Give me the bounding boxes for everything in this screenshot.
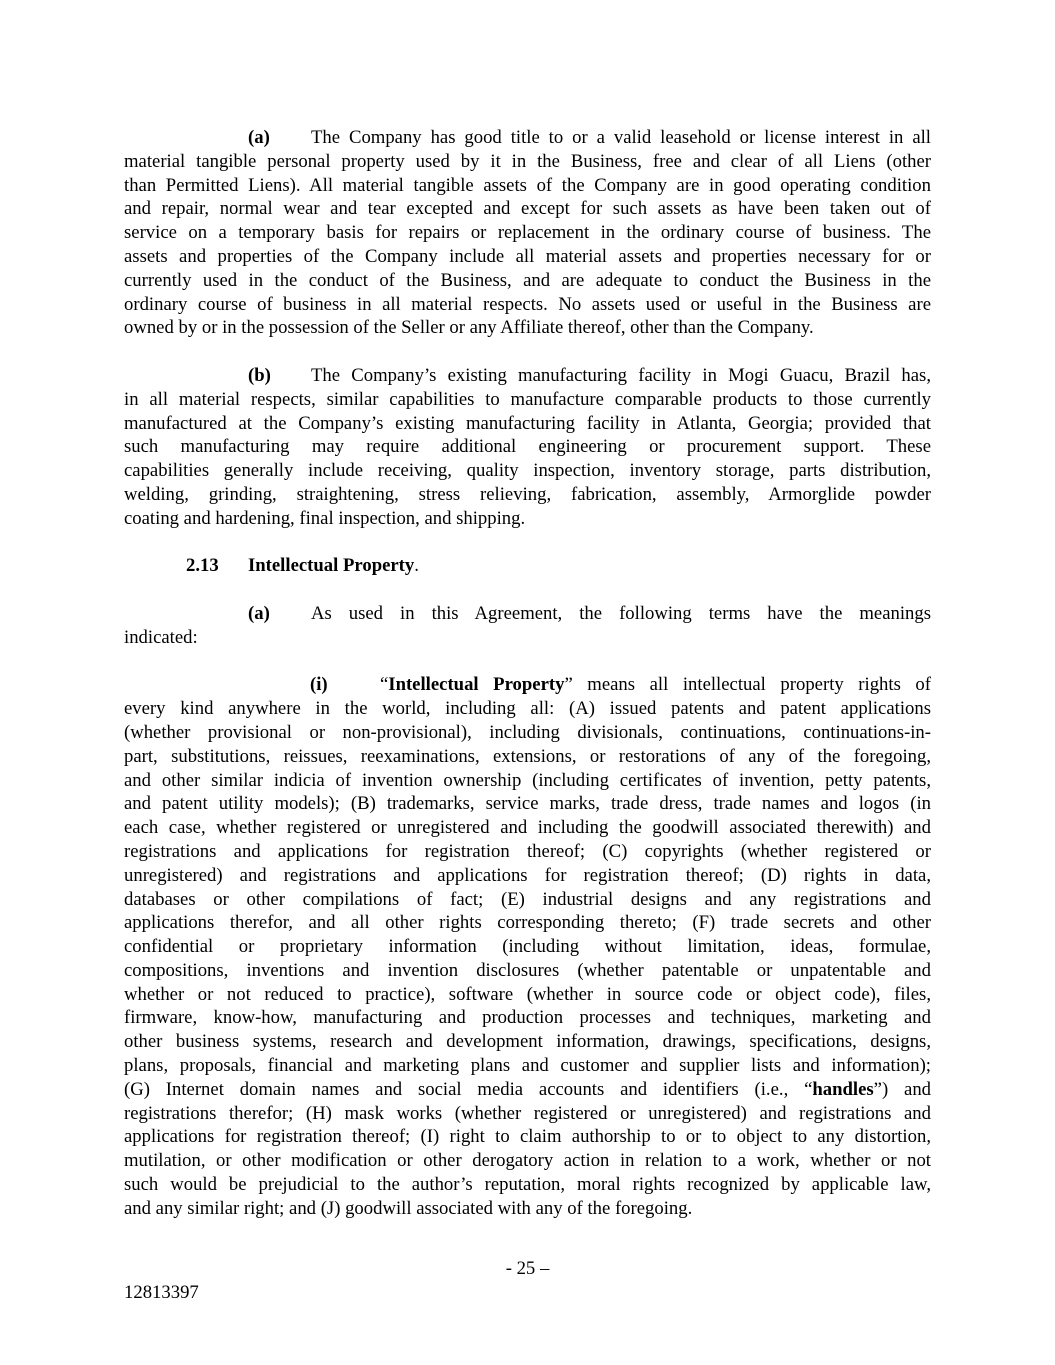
subsection-a-label: (a) (248, 602, 270, 624)
item-i-definition: (i) “Intellectual Property” means all intellectual property rights of every kind anywhere in the world, including all: (A) issued patents and patent applications (whether provisional or non-provisional), including divisionals, continuations, continuations-in- part, substitutions, reissues, reexaminations, extensions, or restorations of any of the foregoing, and other similar indicia of invention ownership (including certificates of invention, petty patents, and patent utility models); (B) trademarks, service marks, trade dress, trade names and logos (in each case, whether registered or unregistered and including the goodwill associated therewith) and registrations and applications for registration thereof; (C) copyrights (whether registered or unregistered) and registrations and applications for registration thereof; (D) rights in data, databases or other compilations of fact; (E) industrial designs and any registrations and applications therefor, and all other rights corresponding thereto; (F) trade secrets and other confidential or proprietary information (including without limitation, ideas, formulae, compositions, inventions and invention disclosures (whether patentable or unpatentable and whether or not reduced to practice), software (whether in source code or object code), files, firmware, know-how, manufacturing and production processes and techniques, marketing and other business systems, research and development information, drawings, specifications, designs, plans, proposals, financial and marketing plans and customer and supplier lists and information); (G) Internet domain names and social media accounts and identifiers (i.e., “handles”) and registrations therefor; (H) mask works (whether registered or unregistered) and registrations and applications for registration thereof; (I) right to claim authorship to or to object to any distortion, mutilation, or other modification or other derogatory action in relation to a work, whether or not such would be prejudicial to the author’s reputation, moral rights recognized by applicable law, and any similar right; and (J) goodwill associated with any of the foregoing. (124, 674, 932, 1219)
subsection-a: (a) As used in this Agreement, the following terms have the meanings indicated: (124, 602, 931, 648)
section-title: Intellectual Property (248, 555, 415, 577)
defined-term-handles: handles (812, 1078, 874, 1100)
section-heading: 2.13 Intellectual Property. (186, 555, 419, 577)
paragraph-a-label: (a) (248, 127, 270, 148)
item-i-label: (i) (310, 674, 328, 696)
document-id: 12813397 (124, 1282, 199, 1303)
section-number: 2.13 (186, 555, 219, 577)
paragraph-b-label: (b) (248, 364, 271, 386)
defined-term: Intellectual Property (388, 674, 565, 696)
paragraph-b: (b) The Company’s existing manufacturing facility in Mogi Guacu, Brazil has, in all material respects, similar capabilities to manufacture comparable products to those currently manufactured at the Company’s existing manufacturing facility in Atlanta, Georgia; provided that such manufacturing may require additional engineering or procurement support. These capabilities generally include receiving, quality inspection, inventory storage, parts distribution, welding, grinding, straightening, stress relieving, fabrication, assembly, Armorglide powder coating and hardening, final inspection, and shipping. (124, 364, 931, 529)
document-body (124, 126, 931, 1221)
paragraph-a: (a) The Company has good title to or a valid leasehold or license interest in all material tangible personal property used by it in the Business, free and clear of all Liens (other than Permitted Liens). All material tangible assets of the Company are in good operating condition and repair, normal wear and tear excepted and except for such assets as have been taken out of service on a temporary basis for repairs or replacement in the ordinary course of business. The assets and properties of the Company include all material assets and properties necessary for or currently used in the conduct of the Business, and are adequate to conduct the Business in the ordinary course of business in all material respects. No assets used or useful in the Business are owned by or in the possession of the Seller or any Affiliate thereof, other than the Company. (124, 127, 931, 339)
page-number: - 25 – (505, 1258, 550, 1279)
